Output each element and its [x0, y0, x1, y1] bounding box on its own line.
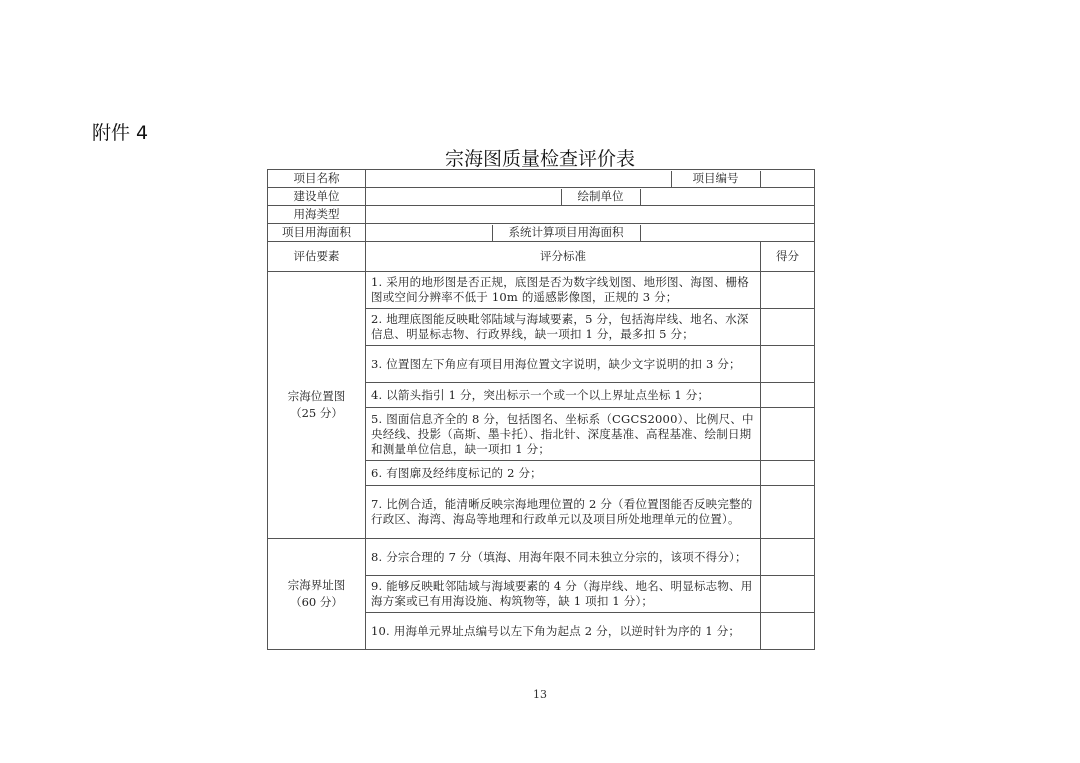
criterion-text: 7. 比例合适，能清晰反映宗海地理位置的 2 分（看位置图能否反映完整的行政区、海湾、海岛等地理和行政单元以及项目所处地理单元的位置）。 — [366, 486, 761, 539]
builder-subrow — [366, 188, 815, 206]
table-row — [268, 272, 815, 309]
project-name-subrow — [366, 170, 815, 188]
section-element — [268, 272, 366, 539]
section-points: （25 分） — [290, 406, 343, 420]
system-area-value[interactable] — [640, 225, 814, 241]
score-cell[interactable] — [761, 309, 815, 346]
score-cell[interactable] — [761, 576, 815, 613]
builder-label: 建设单位 — [268, 188, 366, 206]
project-area-label: 项目用海面积 — [268, 224, 366, 242]
section-element — [268, 539, 366, 650]
project-name-value[interactable] — [366, 171, 671, 187]
system-area-label: 系统计算项目用海面积 — [492, 225, 640, 241]
page-title: 宗海图质量检查评价表 — [444, 148, 635, 170]
section-name: 宗海位置图 — [287, 389, 346, 403]
score-cell[interactable] — [761, 461, 815, 486]
column-element: 评估要素 — [268, 242, 366, 272]
header-row-area — [268, 224, 815, 242]
project-area-value[interactable] — [366, 225, 492, 241]
header-row-sea-use-type — [268, 206, 815, 224]
criterion-text: 3. 位置图左下角应有项目用海位置文字说明，缺少文字说明的扣 3 分； — [366, 346, 761, 383]
sea-use-type-label: 用海类型 — [268, 206, 366, 224]
section-points: （60 分） — [290, 595, 343, 609]
criterion-text: 9. 能够反映毗邻陆域与海域要素的 4 分（海岸线、地名、明显标志物、用海方案或已有用海设施、构筑物等，缺 1 项扣 1 分）； — [366, 576, 761, 613]
drawing-unit-label: 绘制单位 — [561, 189, 640, 205]
criterion-text: 1. 采用的地形图是否正规，底图是否为数字线划图、地形图、海图、栅格图或空间分辨率不低于 10m 的遥感影像图，正规的 3 分； — [366, 272, 761, 309]
criterion-text: 10. 用海单元界址点编号以左下角为起点 2 分，以逆时针为序的 1 分； — [366, 613, 761, 650]
evaluation-table — [267, 169, 815, 650]
header-row-builder — [268, 188, 815, 206]
score-cell[interactable] — [761, 486, 815, 539]
column-header-row — [268, 242, 815, 272]
criterion-text: 4. 以箭头指引 1 分，突出标示一个或一个以上界址点坐标 1 分； — [366, 383, 761, 408]
project-no-value[interactable] — [760, 171, 814, 187]
table-row — [268, 539, 815, 576]
project-name-label: 项目名称 — [268, 170, 366, 188]
column-score: 得分 — [761, 242, 815, 272]
score-cell[interactable] — [761, 539, 815, 576]
score-cell[interactable] — [761, 613, 815, 650]
score-cell[interactable] — [761, 408, 815, 461]
criterion-text: 2. 地理底图能反映毗邻陆域与海域要素，5 分，包括海岸线、地名、水深信息、明显标志物、行政界线，缺一项扣 1 分，最多扣 5 分； — [366, 309, 761, 346]
sea-use-type-value[interactable] — [366, 206, 815, 224]
criterion-text: 5. 图面信息齐全的 8 分，包括图名、坐标系（CGCS2000）、比例尺、中央经线、投影（高斯、墨卡托）、指北针、深度基准、高程基准、绘制日期和测量单位信息，缺一项扣 1 分； — [366, 408, 761, 461]
column-criteria: 评分标准 — [366, 242, 761, 272]
criterion-text: 6. 有图廓及经纬度标记的 2 分； — [366, 461, 761, 486]
criterion-text: 8. 分宗合理的 7 分（填海、用海年限不同未独立分宗的，该项不得分）； — [366, 539, 761, 576]
score-cell[interactable] — [761, 346, 815, 383]
score-cell[interactable] — [761, 272, 815, 309]
area-subrow — [366, 224, 815, 242]
header-row-project-name — [268, 170, 815, 188]
attachment-label: 附件 4 — [92, 122, 149, 144]
builder-value[interactable] — [366, 189, 561, 205]
drawing-unit-value[interactable] — [640, 189, 814, 205]
page-number: 13 — [533, 688, 547, 701]
section-name: 宗海界址图 — [287, 578, 346, 592]
project-no-label: 项目编号 — [671, 171, 760, 187]
score-cell[interactable] — [761, 383, 815, 408]
